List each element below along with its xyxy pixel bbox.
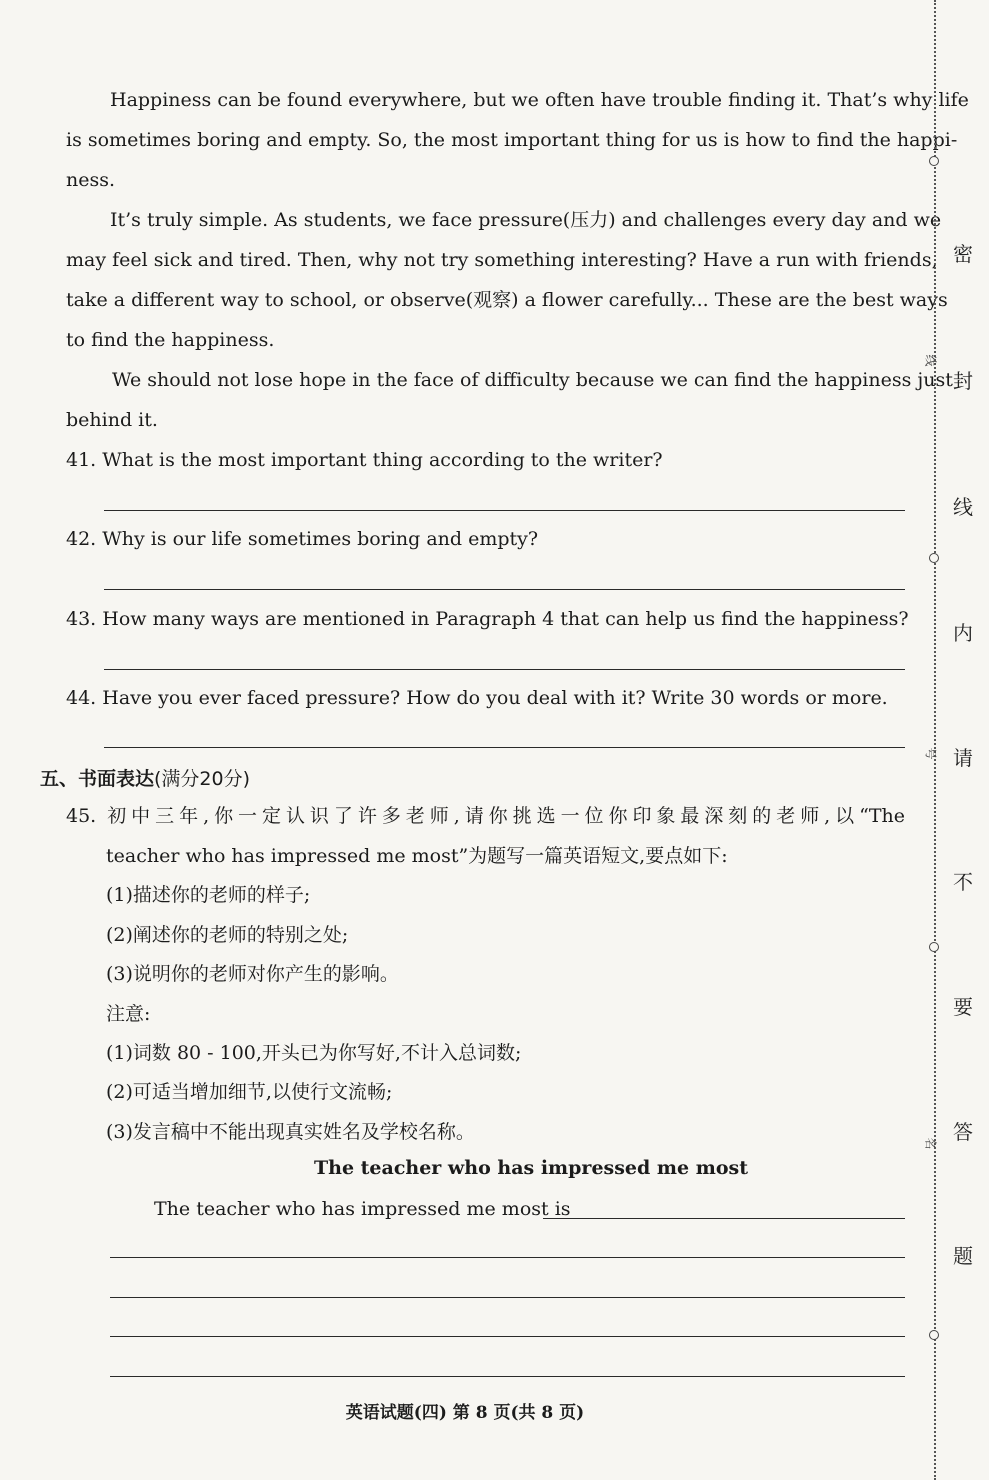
passage-line: to find the happiness.: [66, 329, 275, 351]
passage-line: It’s truly simple. As students, we face pressure(压力) and challenges every day and we: [110, 209, 942, 231]
essay-answer-line[interactable]: [110, 1257, 905, 1258]
passage-line: may feel sick and tired. Then, why not try something interesting? Have a run with friends,: [66, 249, 938, 271]
binding-char: 答: [953, 1120, 973, 1144]
question-42: 42. Why is our life sometimes boring and empty?: [66, 528, 539, 550]
binding-circle: [929, 1330, 939, 1340]
binding-char: 密: [953, 242, 973, 266]
essay-point: (2)阐述你的老师的特别之处;: [106, 924, 349, 946]
binding-mark: 号: [923, 747, 938, 760]
answer-line-43[interactable]: [104, 669, 905, 670]
binding-char: 内: [953, 621, 973, 645]
answer-line-44[interactable]: [104, 747, 905, 748]
passage-line: is sometimes boring and empty. So, the most important thing for us is how to find the happi-: [66, 129, 958, 151]
section-score: (满分20分): [154, 768, 251, 790]
essay-title: The teacher who has impressed me most: [314, 1157, 748, 1179]
essay-prompt-line: teacher who has impressed me most”为题写一篇英语短文,要点如下:: [106, 845, 728, 867]
section-title: [40, 764, 250, 791]
passage-line: Happiness can be found everywhere, but we often have trouble finding it. That’s why life: [110, 89, 969, 111]
question-44: 44. Have you ever faced pressure? How do you deal with it? Write 30 words or more.: [66, 687, 888, 709]
binding-line: [934, 0, 936, 1480]
binding-mark: 线: [923, 354, 938, 367]
essay-answer-line[interactable]: [110, 1336, 905, 1337]
essay-note: (3)发言稿中不能出现真实姓名及学校名称。: [106, 1121, 475, 1143]
essay-point: (1)描述你的老师的样子;: [106, 884, 311, 906]
essay-answer-line[interactable]: [110, 1376, 905, 1377]
binding-mark: 名: [923, 1137, 938, 1150]
answer-line-42[interactable]: [104, 589, 905, 590]
binding-circle: [929, 942, 939, 952]
passage-line: ness.: [66, 169, 116, 191]
essay-answer-line[interactable]: [110, 1297, 905, 1298]
essay-prompt-line: 45. 初中三年,你一定认识了许多老师,请你挑选一位你印象最深刻的老师,以“The: [66, 805, 905, 827]
binding-char: 线: [953, 495, 973, 519]
question-41: 41. What is the most important thing according to the writer?: [66, 449, 663, 471]
question-43: 43. How many ways are mentioned in Paragraph 4 that can help us find the happiness?: [66, 608, 909, 630]
binding-circle: [929, 156, 939, 166]
page-footer: 英语试题(四) 第 8 页(共 8 页): [345, 1403, 585, 1423]
note-label: 注意:: [106, 1003, 151, 1025]
passage-line: take a different way to school, or observe(观察) a flower carefully... These are the best ways: [66, 289, 948, 311]
essay-answer-line[interactable]: [543, 1218, 905, 1219]
essay-note: (1)词数 80 - 100,开头已为你写好,不计入总词数;: [106, 1042, 522, 1064]
binding-circle: [929, 553, 939, 563]
binding-char: 封: [953, 369, 973, 393]
binding-char: 要: [953, 995, 973, 1019]
binding-char: 不: [953, 870, 973, 894]
section-title-text: 五、书面表达: [40, 768, 155, 790]
essay-note: (2)可适当增加细节,以使行文流畅;: [106, 1081, 393, 1103]
binding-char: 题: [953, 1244, 973, 1268]
essay-point: (3)说明你的老师对你产生的影响。: [106, 963, 399, 985]
binding-char: 请: [953, 746, 973, 770]
essay-start: The teacher who has impressed me most is: [154, 1198, 571, 1220]
passage-line: behind it.: [66, 409, 158, 431]
passage-line: We should not lose hope in the face of difficulty because we can find the happiness just: [112, 369, 953, 391]
answer-line-41[interactable]: [104, 510, 905, 511]
